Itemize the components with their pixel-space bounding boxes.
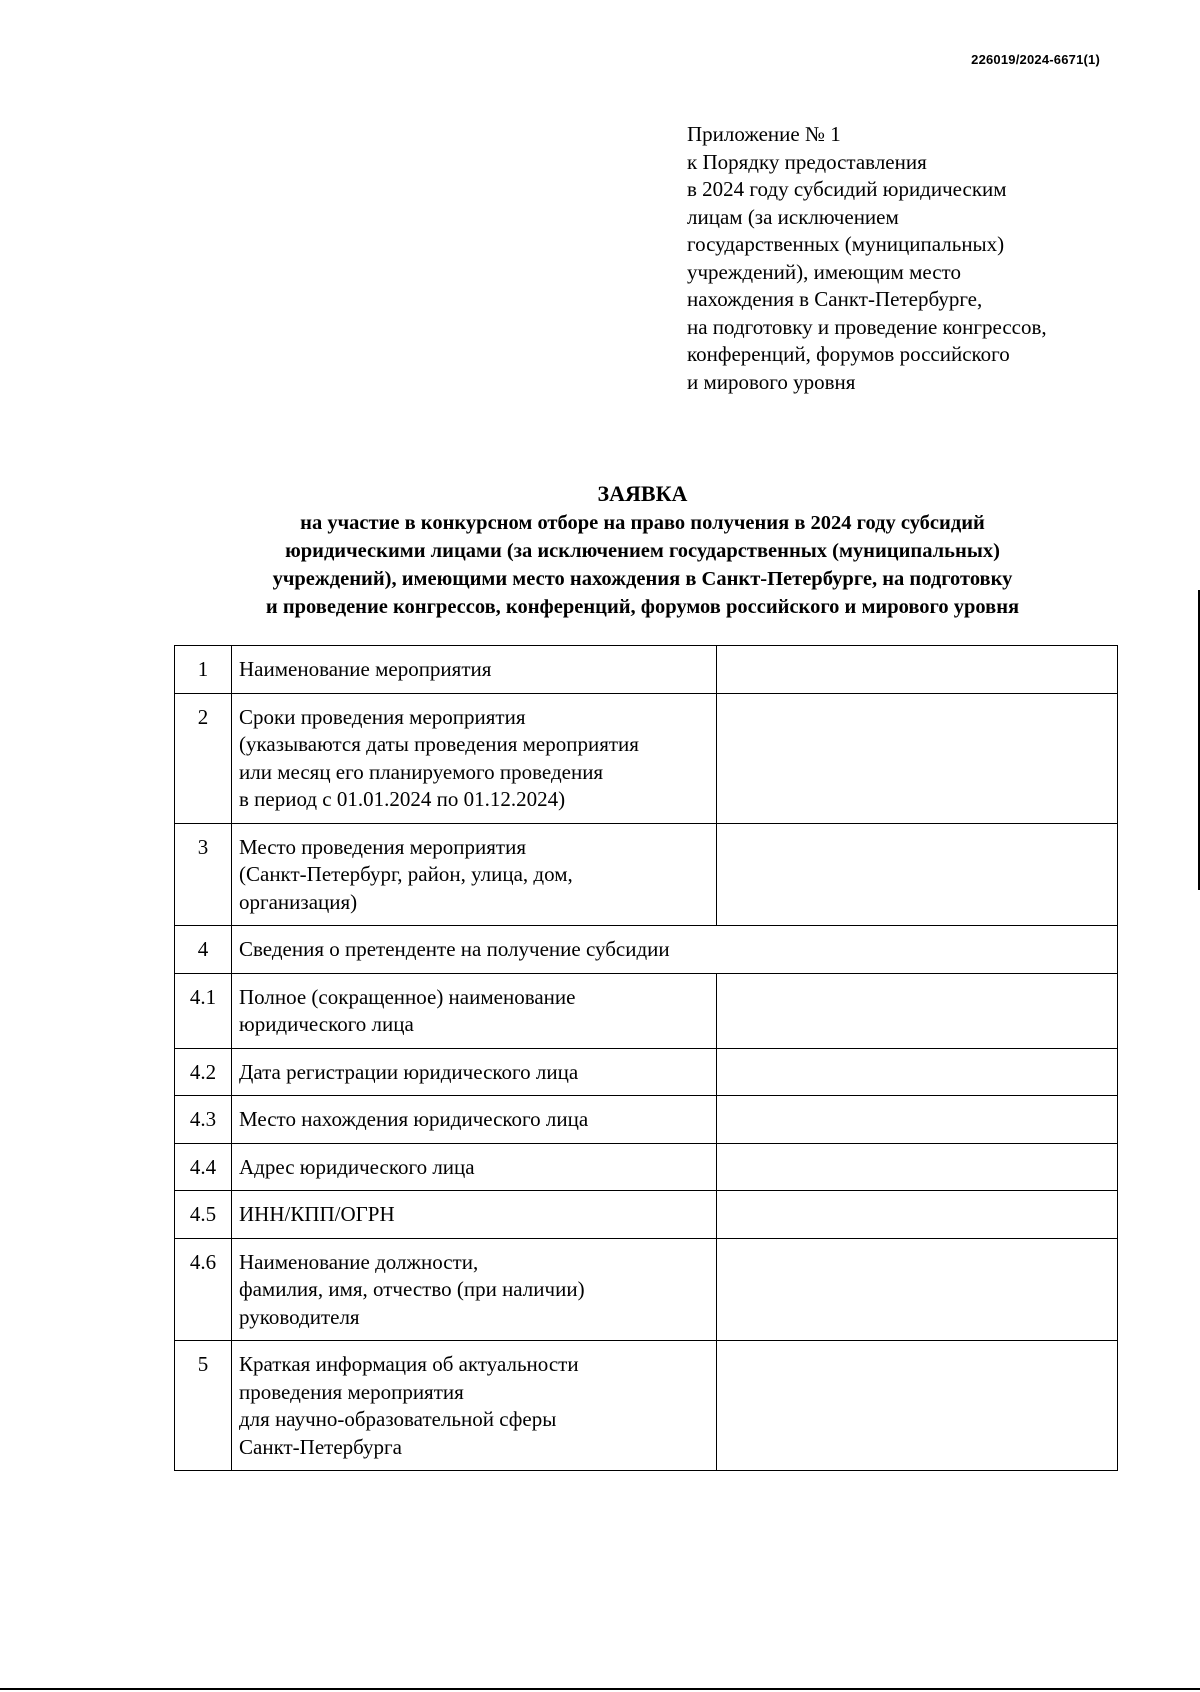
- appendix-line: нахождения в Санкт-Петербурге,: [687, 287, 983, 311]
- scan-edge-line: [0, 1688, 1200, 1690]
- row-value-cell[interactable]: [717, 1143, 1118, 1191]
- subtitle-line: на участие в конкурсном отборе на право получения в 2024 году субсидий: [300, 512, 985, 534]
- table-row: [175, 1191, 1118, 1239]
- row-number: 4: [175, 926, 232, 974]
- appendix-line: и мирового уровня: [687, 369, 856, 394]
- row-value-cell[interactable]: [717, 1341, 1118, 1471]
- table-row: [175, 926, 1118, 974]
- row-value-cell[interactable]: [717, 1048, 1118, 1096]
- row-label-line: Краткая информация об актуальности: [239, 1352, 579, 1376]
- appendix-line: лицам (за исключением: [687, 204, 899, 229]
- table-row: [175, 1048, 1118, 1096]
- appendix-line: Приложение № 1: [687, 122, 841, 146]
- row-number: 4.5: [175, 1191, 232, 1239]
- row-label-line: Дата регистрации юридического лица: [239, 1059, 579, 1084]
- row-label-line: фамилия, имя, отчество (при наличии): [239, 1277, 585, 1301]
- row-number: 4.4: [175, 1143, 232, 1191]
- row-number: 3: [175, 823, 232, 926]
- row-label-line: Санкт-Петербурга: [239, 1434, 402, 1459]
- table-row: [175, 693, 1118, 823]
- row-label: [232, 1191, 717, 1239]
- row-label: [232, 646, 717, 694]
- row-number: 4.2: [175, 1048, 232, 1096]
- table-row: [175, 1143, 1118, 1191]
- row-label-line: Место нахождения юридического лица: [239, 1107, 589, 1131]
- row-label-line: (указываются даты проведения мероприятия: [239, 732, 639, 756]
- row-label-line: Место проведения мероприятия: [239, 834, 526, 859]
- row-label: [232, 1143, 717, 1191]
- table-row: [175, 1238, 1118, 1341]
- table-row: [175, 973, 1118, 1048]
- row-label: [232, 693, 717, 823]
- row-number: 4.3: [175, 1096, 232, 1144]
- row-number: 5: [175, 1341, 232, 1471]
- appendix-line: в 2024 году субсидий юридическим: [687, 177, 1007, 201]
- row-label: [232, 823, 717, 926]
- row-label: [232, 1096, 717, 1144]
- row-number: 4.6: [175, 1238, 232, 1341]
- row-label: [232, 973, 717, 1048]
- row-value-cell[interactable]: [717, 1191, 1118, 1239]
- table-row: [175, 646, 1118, 694]
- row-label-line: в период с 01.01.2024 по 01.12.2024): [239, 787, 566, 811]
- row-label-line: проведения мероприятия: [239, 1379, 464, 1404]
- application-form-table: [174, 645, 1118, 1471]
- row-label-line: ИНН/КПП/ОГРН: [239, 1202, 395, 1226]
- document-title: ЗАЯВКА: [597, 481, 688, 506]
- row-number: 1: [175, 646, 232, 694]
- appendix-line: учреждений), имеющим место: [687, 259, 961, 284]
- row-label-line: Наименование мероприятия: [239, 657, 492, 681]
- row-label-line: Адрес юридического лица: [239, 1154, 475, 1179]
- row-label-line: (Санкт-Петербург, район, улица, дом,: [239, 862, 573, 886]
- row-value-cell[interactable]: [717, 646, 1118, 694]
- row-label-line: Полное (сокращенное) наименование: [239, 984, 576, 1009]
- appendix-line: на подготовку и проведение конгрессов,: [687, 314, 1047, 339]
- row-number: 4.1: [175, 973, 232, 1048]
- row-value-cell[interactable]: [717, 973, 1118, 1048]
- subtitle-line: учреждений), имеющими место нахождения в Санкт-Петербурге, на подготовку: [272, 568, 1013, 590]
- row-label: [232, 1341, 717, 1471]
- row-label-line: или месяц его планируемого проведения: [239, 759, 604, 784]
- row-value-cell[interactable]: [717, 823, 1118, 926]
- appendix-line: к Порядку предоставления: [687, 149, 927, 174]
- subtitle-line: и проведение конгрессов, конференций, форумов российского и мирового уровня: [265, 596, 1020, 618]
- appendix-header: [687, 121, 1147, 396]
- row-number: 2: [175, 693, 232, 823]
- appendix-line: конференций, форумов российского: [687, 342, 1010, 366]
- document-subtitle: [150, 509, 1135, 621]
- row-label: [232, 1238, 717, 1341]
- table-row: [175, 823, 1118, 926]
- row-value-cell[interactable]: [717, 1238, 1118, 1341]
- row-label-line: для научно-образовательной сферы: [239, 1407, 557, 1431]
- row-label-line: юридического лица: [239, 1012, 414, 1036]
- table-row: [175, 1096, 1118, 1144]
- appendix-line: государственных (муниципальных): [687, 232, 1005, 256]
- row-section-label: [232, 926, 1118, 974]
- row-value-cell[interactable]: [717, 693, 1118, 823]
- row-label-line: Сведения о претенденте на получение субсидии: [239, 937, 670, 961]
- table-row: [175, 1341, 1118, 1471]
- document-registration-number: 226019/2024-6671(1): [971, 52, 1100, 67]
- row-label: [232, 1048, 717, 1096]
- row-label-line: Наименование должности,: [239, 1249, 479, 1274]
- row-label-line: руководителя: [239, 1304, 360, 1329]
- row-label-line: Сроки проведения мероприятия: [239, 704, 526, 729]
- document-title-block: [150, 479, 1135, 621]
- subtitle-line: юридическими лицами (за исключением государственных (муниципальных): [285, 540, 1000, 562]
- row-value-cell[interactable]: [717, 1096, 1118, 1144]
- row-label-line: организация): [239, 889, 358, 914]
